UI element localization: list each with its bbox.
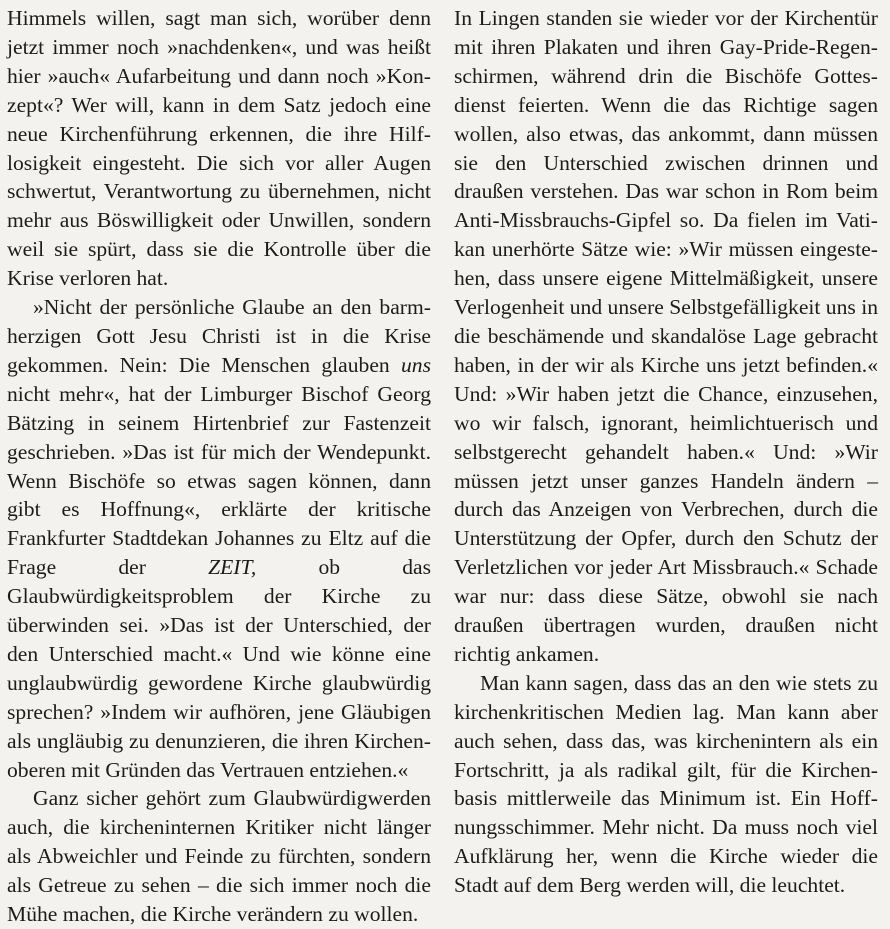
paragraph: Ganz sicher gehört zum Glaubwürdigwerden auch, die kircheninternen Kritiker nicht länger als Abweichler und Feinde zu fürchten, sondern als Getreue zu sehen – die sich immer noch die Mühe machen, die Kirche verändern zu wollen. [7,786,431,927]
emphasis-text: uns [401,352,431,377]
text-run: »Nicht der persönliche Glaube an den barmherzigen Gott Jesu Christi ist in die Krise gekommen. Nein: Die Menschen glauben [7,295,431,377]
paragraph [7,293,431,784]
paragraph: Himmels willen, sagt man sich, worüber denn jetzt immer noch »nachdenken«, und was heißt hier »auch« Aufarbeitung und dann noch »Konzept«? Wer will, kann in dem Satz jedoch eine neue Kirchenführung erkennen, die ihre Hilflosigkeit eingesteht. Die sich vor aller Augen schwertut, Verantwortung zu übernehmen, nicht mehr aus Böswilligkeit oder Unwillen, sondern weil sie spürt, dass sie die Kontrolle über die Krise verloren hat. [7,6,431,291]
text-run: ob das Glaubwürdigkeitsproblem der Kirche zu überwinden sei. »Das ist der Unterschied, der den Unterschied macht.« Und wie könne eine unglaubwürdig gewordene Kirche glaubwürdig sprechen? »Indem wir aufhören, jene Gläubigen als ungläubig zu denunzieren, die ihren Kirchenoberen mit Gründen das Vertrauen entziehen.« [7,555,431,782]
paragraph: In Lingen standen sie wieder vor der Kirchentür mit ihren Plakaten und ihren Gay-Pride-Regenschirmen, während drin die Bischöfe Gottesdienst feierten. Wenn die das Richtige sagen wollen, also etwas, das ankommt, dann müssen sie den Unterschied zwischen drinnen und draußen verstehen. Das war schon in Rom beim Anti-Missbrauchs-Gipfel so. Da fielen im Vatikan unerhörte Sätze wie: »Wir müssen eingestehen, dass unsere eigene Mittelmäßigkeit, unsere Verlogenheit und unsere Selbstgefälligkeit uns in die beschämende und skandalöse Lage gebracht haben, in der wir als Kirche uns jetzt befinden.« Und: »Wir haben jetzt die Chance, einzusehen, wo wir falsch, ignorant, heimlichtuerisch und selbstgerecht gehandelt haben.« Und: »Wir müssen jetzt unser ganzes Handeln ändern – durch das Anzeigen von Verbrechen, durch die Unterstützung der Opfer, durch den Schutz der Verletzlichen vor jeder Art Missbrauch.« Schade war nur: dass diese Sätze, obwohl sie nach draußen übertragen wurden, draußen nicht richtig ankamen. [454,6,878,666]
text-run: nicht mehr«, hat der Limburger Bischof Georg Bätzing in seinem Hirtenbrief zur Fastenzeit geschrieben. »Das ist für mich der Wendepunkt. Wenn Bischöfe so etwas sagen können, dann gibt es Hoffnung«, erklärte der kritische Frankfurter Stadtdekan Johannes zu Eltz auf die Frage der [7,381,431,580]
publication-name: ZEIT, [208,555,257,580]
paragraph: Man kann sagen, dass das an den wie stets zu kirchenkritischen Medien lag. Man kann aber auch sehen, dass das, was kirchenintern als ein Fortschritt, ja als radikal gilt, für die Kirchenbasis mittlerweile das Minimum ist. Ein Hoffnungsschimmer. Mehr nicht. Da muss noch viel Aufklärung her, wenn die Kirche wieder die Stadt auf dem Berg werden will, die leuchtet. [454,670,878,898]
text-column-right [454,4,878,900]
text-column-left [7,4,431,929]
